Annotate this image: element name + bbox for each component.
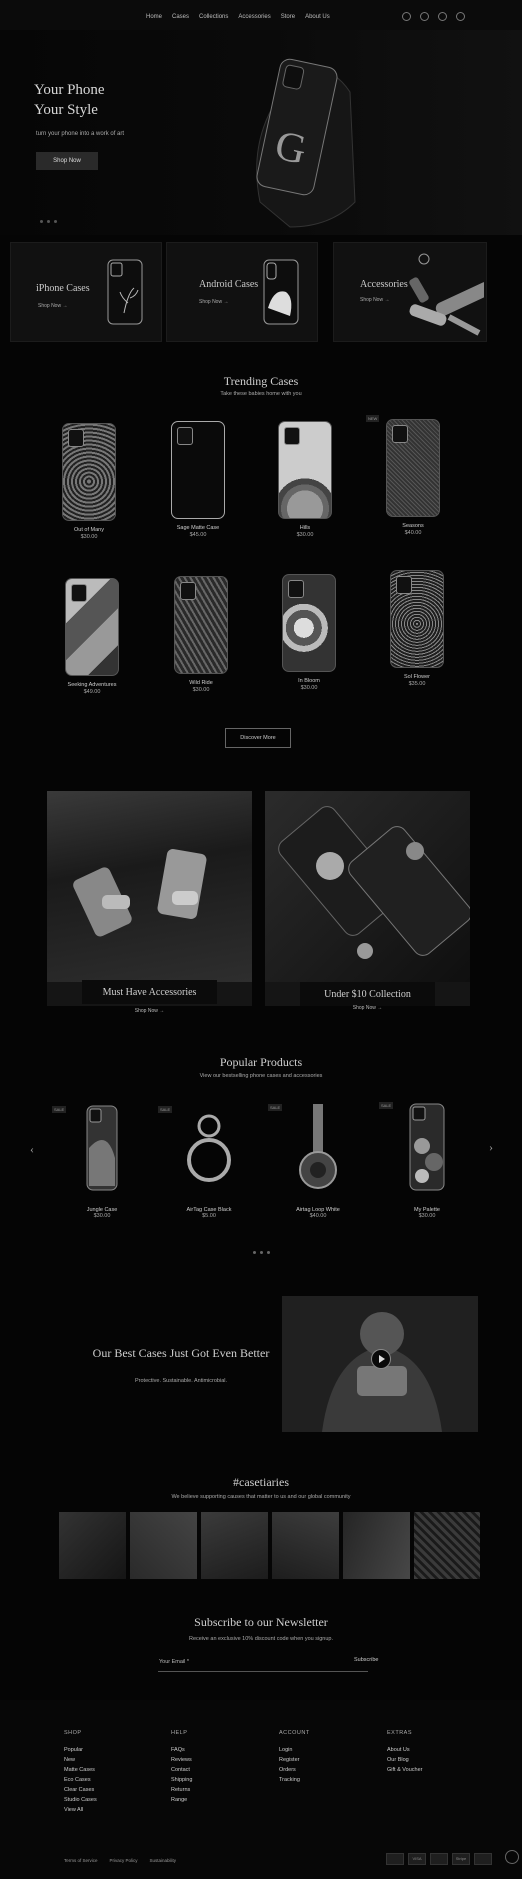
- category-title: iPhone Cases: [36, 283, 90, 294]
- banner-label: Must Have Accessories: [82, 980, 217, 1004]
- footer-column-shop: [64, 1730, 164, 1815]
- new-badge: NEW: [368, 416, 378, 421]
- footer-column-help: [171, 1730, 271, 1805]
- user-icon[interactable]: [420, 12, 429, 21]
- hero-phone-image: [240, 52, 360, 232]
- social-photo[interactable]: [130, 1512, 197, 1579]
- discover-more-button[interactable]: Discover More: [225, 728, 291, 748]
- social-photo[interactable]: [59, 1512, 126, 1579]
- product-image[interactable]: [65, 578, 119, 676]
- product-image[interactable]: [390, 570, 444, 668]
- footer-link[interactable]: Clear Cases: [64, 1787, 95, 1793]
- carousel-prev-icon[interactable]: ‹: [30, 1142, 34, 1156]
- product-image[interactable]: [283, 1098, 353, 1198]
- visa-icon: VISA: [408, 1853, 426, 1865]
- product-price: $45.00: [189, 532, 207, 538]
- popular-title: Popular Products: [219, 1055, 303, 1069]
- footer-link[interactable]: View All: [64, 1807, 84, 1813]
- product-name[interactable]: Jungle Case: [86, 1207, 118, 1213]
- product-card[interactable]: [47, 578, 137, 695]
- social-title: #casetiaries: [233, 1475, 289, 1489]
- product-name[interactable]: Wild Ride: [189, 680, 213, 686]
- product-name[interactable]: Hills: [299, 525, 311, 531]
- product-card[interactable]: [153, 421, 243, 538]
- product-image[interactable]: [171, 421, 225, 519]
- chat-icon[interactable]: [505, 1850, 519, 1864]
- nav-home[interactable]: Home: [146, 14, 163, 20]
- nav-store[interactable]: Store: [280, 14, 296, 20]
- product-image[interactable]: [174, 1098, 244, 1198]
- product-card[interactable]: [260, 421, 350, 538]
- payment-icon: [386, 1853, 404, 1865]
- product-price: $30.00: [300, 685, 318, 691]
- product-price: $35.00: [408, 681, 426, 687]
- accessories-image: [404, 247, 484, 339]
- android-case-image: [262, 258, 302, 328]
- social-photo[interactable]: [414, 1512, 480, 1579]
- hero-title-line1: Your Phone: [34, 82, 105, 98]
- product-name[interactable]: Seeking Adventures: [67, 682, 117, 688]
- category-title: Accessories: [360, 279, 408, 290]
- footer-link[interactable]: FAQs: [171, 1747, 185, 1753]
- category-shop-link[interactable]: Shop Now →: [199, 299, 229, 305]
- product-name[interactable]: Seasons: [402, 523, 424, 529]
- footer-column-extras: [387, 1730, 487, 1775]
- nav-about[interactable]: About Us: [305, 14, 330, 20]
- search-icon[interactable]: [402, 12, 411, 21]
- product-price: $40.00: [404, 530, 422, 536]
- accessories-photo: [72, 831, 222, 941]
- payment-methods: [386, 1853, 492, 1865]
- payment-icon: [474, 1853, 492, 1865]
- nav-accessories[interactable]: Accessories: [238, 14, 271, 20]
- subscribe-button[interactable]: Subscribe: [354, 1657, 379, 1663]
- footer-link[interactable]: Eco Cases: [64, 1777, 91, 1783]
- best-cases-title: Our Best Cases Just Got Even Better: [92, 1346, 270, 1360]
- product-name[interactable]: My Palette: [414, 1207, 440, 1213]
- header-icons: [402, 12, 465, 21]
- sale-badge: SALE: [54, 1107, 65, 1112]
- newsletter-subtitle: Receive an exclusive 10% discount code when you signup.: [188, 1636, 333, 1642]
- footer-link[interactable]: Our Blog: [387, 1757, 409, 1763]
- hero-subtitle: turn your phone into a work of art: [36, 131, 125, 137]
- main-nav: [146, 14, 330, 20]
- hero-title-line2: Your Style: [34, 102, 98, 118]
- iphone-case-image: [106, 258, 146, 328]
- nav-collections[interactable]: Collections: [199, 14, 229, 20]
- sustainability-link[interactable]: Sustainability: [149, 1858, 177, 1863]
- category-title: Android Cases: [199, 279, 259, 290]
- category-shop-link[interactable]: Shop Now →: [360, 297, 390, 303]
- banner-under-10[interactable]: [265, 791, 470, 1006]
- product-image[interactable]: [174, 576, 228, 674]
- legal-links: [64, 1858, 176, 1863]
- nav-cases[interactable]: Cases: [172, 14, 190, 20]
- product-price: $49.00: [83, 689, 101, 695]
- footer-heading: ACCOUNT: [279, 1730, 310, 1736]
- svg-text:G: G: [271, 122, 311, 174]
- popular-product-card[interactable]: [382, 1098, 472, 1219]
- footer-link[interactable]: Register: [279, 1757, 300, 1763]
- footer-link[interactable]: Shipping: [171, 1777, 193, 1783]
- carousel-dots[interactable]: [253, 1251, 270, 1254]
- social-photo[interactable]: [343, 1512, 410, 1579]
- email-field[interactable]: [158, 1657, 368, 1672]
- hero-carousel-dots[interactable]: [40, 220, 57, 223]
- product-image[interactable]: [278, 421, 332, 519]
- product-card[interactable]: [264, 574, 354, 691]
- product-name[interactable]: In Bloom: [298, 678, 320, 684]
- best-cases-video[interactable]: [282, 1296, 478, 1432]
- privacy-link[interactable]: Privacy Policy: [109, 1858, 138, 1863]
- sale-badge: SALE: [270, 1105, 281, 1110]
- category-accessories[interactable]: [333, 242, 487, 342]
- product-card[interactable]: [44, 423, 134, 540]
- product-price: $30.00: [418, 1213, 436, 1219]
- product-image[interactable]: [62, 423, 116, 521]
- footer-link[interactable]: Reviews: [171, 1757, 192, 1763]
- banner-label: Under $10 Collection: [300, 982, 435, 1006]
- category-iphone-cases[interactable]: [10, 242, 162, 342]
- banner-accessories[interactable]: [47, 791, 252, 1006]
- social-photo[interactable]: [272, 1512, 339, 1579]
- terms-link[interactable]: Terms of Service: [64, 1858, 98, 1863]
- menu-icon[interactable]: [456, 12, 465, 21]
- product-name[interactable]: Sol Flower: [404, 674, 430, 680]
- footer-link[interactable]: Gift & Voucher: [387, 1767, 423, 1773]
- carousel-next-icon[interactable]: ›: [489, 1140, 493, 1154]
- category-android-cases[interactable]: [166, 242, 318, 342]
- footer-link[interactable]: Returns: [171, 1787, 191, 1793]
- hero-title: [34, 80, 105, 120]
- footer-link[interactable]: Matte Cases: [64, 1767, 95, 1773]
- category-shop-link[interactable]: Shop Now →: [38, 303, 68, 309]
- play-icon[interactable]: [371, 1349, 391, 1369]
- bag-icon[interactable]: [438, 12, 447, 21]
- product-card[interactable]: [372, 570, 462, 687]
- footer-column-account: [279, 1730, 379, 1785]
- footer-link[interactable]: Orders: [279, 1767, 296, 1773]
- popular-subtitle: View our bestselling phone cases and accessories: [199, 1073, 323, 1079]
- social-photo[interactable]: [201, 1512, 268, 1579]
- footer-link[interactable]: Login: [279, 1747, 293, 1753]
- product-image[interactable]: [67, 1098, 137, 1198]
- product-name[interactable]: Out of Many: [74, 527, 104, 533]
- product-price: $40.00: [309, 1213, 327, 1219]
- footer-link[interactable]: Studio Cases: [64, 1797, 97, 1803]
- trending-subtitle: Take these babies home with you: [220, 391, 302, 397]
- hero-shop-now-button[interactable]: Shop Now: [36, 152, 98, 170]
- product-image[interactable]: [386, 419, 440, 517]
- best-cases-subtitle: Protective. Sustainable. Antimicrobial.: [134, 1378, 228, 1384]
- footer-link[interactable]: About Us: [387, 1747, 410, 1753]
- product-price: $30.00: [192, 687, 210, 693]
- stripe-icon: Stripe: [452, 1853, 470, 1865]
- footer-link[interactable]: New: [64, 1757, 76, 1763]
- product-price: $30.00: [296, 532, 314, 538]
- product-card[interactable]: [368, 416, 458, 536]
- footer-link[interactable]: Tracking: [279, 1777, 300, 1783]
- footer-link[interactable]: Range: [171, 1797, 188, 1803]
- product-name[interactable]: Sage Matte Case: [176, 525, 220, 531]
- popular-product-card[interactable]: [54, 1098, 147, 1219]
- banner-shop-link[interactable]: Shop Now →: [352, 1005, 383, 1011]
- payment-icon: [430, 1853, 448, 1865]
- sale-badge: SALE: [381, 1103, 392, 1108]
- product-card[interactable]: [156, 576, 246, 693]
- trending-title: Trending Cases: [223, 374, 299, 388]
- product-image[interactable]: [392, 1098, 462, 1198]
- product-price: $5.00: [202, 1213, 216, 1219]
- sale-badge: SALE: [160, 1107, 171, 1112]
- newsletter-title: Subscribe to our Newsletter: [194, 1615, 328, 1629]
- footer-heading: SHOP: [64, 1730, 82, 1736]
- product-name[interactable]: AirTag Case Black: [186, 1207, 232, 1213]
- product-name[interactable]: Airtag Loop White: [296, 1207, 340, 1213]
- banner-shop-link[interactable]: Shop Now →: [134, 1008, 165, 1014]
- product-price: $30.00: [80, 534, 98, 540]
- product-price: $30.00: [93, 1213, 111, 1219]
- email-placeholder: Your Email *: [159, 1659, 190, 1665]
- footer-heading: HELP: [171, 1730, 188, 1736]
- footer-link[interactable]: Contact: [171, 1767, 190, 1773]
- social-subtitle: We believe supporting causes that matter to us and our global community: [171, 1494, 351, 1500]
- popular-product-card[interactable]: [270, 1098, 363, 1219]
- footer-heading: EXTRAS: [387, 1730, 413, 1736]
- product-image[interactable]: [282, 574, 336, 672]
- footer-link[interactable]: Popular: [64, 1747, 83, 1753]
- under-10-photo: [265, 791, 470, 982]
- popular-product-card[interactable]: [160, 1098, 254, 1219]
